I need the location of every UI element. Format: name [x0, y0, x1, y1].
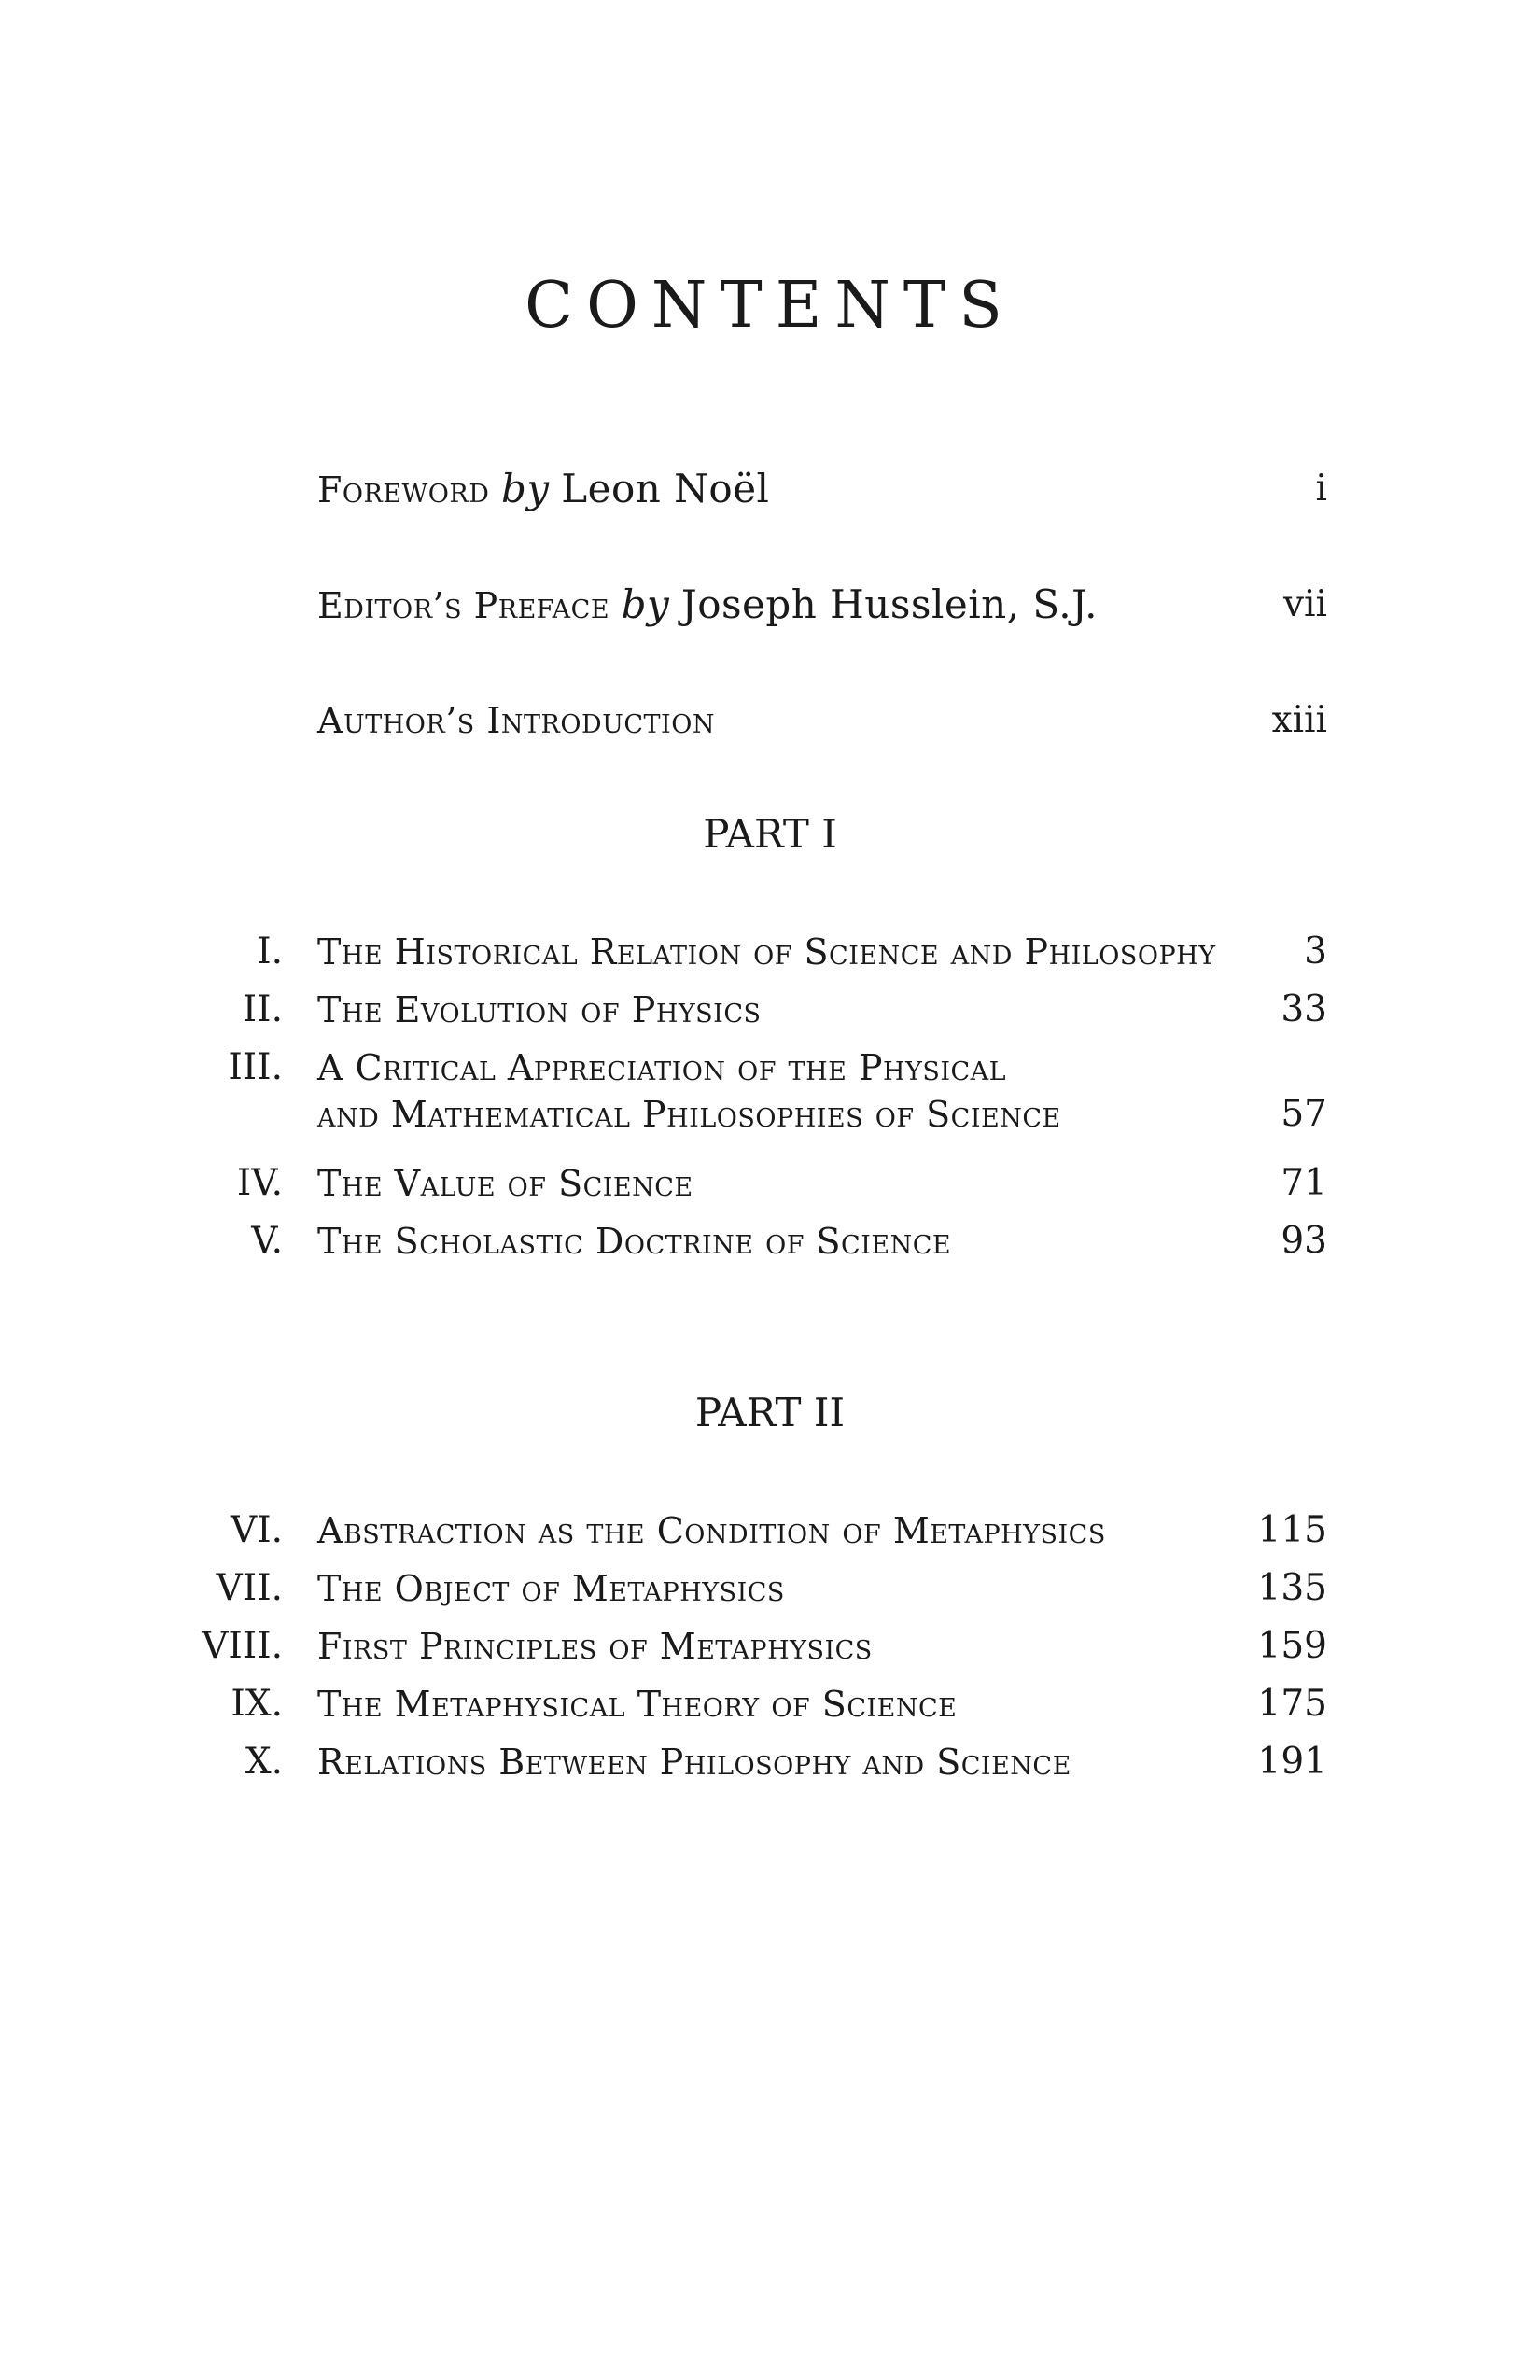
- toc-entry-chapter-continued: [0, 1092, 1540, 1148]
- chapter-title-line2: and Mathematical Philosophies of Science: [317, 1094, 1061, 1135]
- chapter-title: Relations Between Philosophy and Science: [317, 1742, 1071, 1783]
- chapter-number: II.: [242, 988, 283, 1030]
- entry-page: xiii: [1271, 699, 1327, 741]
- toc-entry-editors-preface: [0, 582, 1540, 638]
- entry-page: 33: [1281, 988, 1327, 1030]
- toc-entry-chapter: [0, 1566, 1540, 1622]
- toc-entry-chapter: [0, 1624, 1540, 1680]
- entry-author: Joseph Husslein, S.J.: [680, 581, 1098, 627]
- entry-page: 159: [1257, 1625, 1327, 1667]
- chapter-number: X.: [245, 1741, 283, 1783]
- toc-entry-chapter: [0, 930, 1540, 986]
- chapter-title: A Critical Appreciation of the Physical: [317, 1047, 1007, 1088]
- entry-label: Foreword: [317, 469, 490, 511]
- toc-entry-chapter: [0, 1508, 1540, 1564]
- toc-entry-text: [317, 467, 769, 512]
- chapter-number: IX.: [231, 1683, 283, 1725]
- entry-page: 57: [1281, 1093, 1327, 1135]
- toc-entry-chapter: [0, 1219, 1540, 1275]
- entry-page: 175: [1257, 1683, 1327, 1725]
- entry-page: i: [1315, 468, 1327, 510]
- entry-author: Leon Noël: [561, 466, 770, 511]
- part-heading: PART II: [694, 1390, 846, 1435]
- chapter-title: The Value of Science: [317, 1163, 693, 1204]
- entry-by: by: [501, 466, 550, 511]
- chapter-number: I.: [257, 931, 283, 973]
- toc-entry-chapter: [0, 1682, 1540, 1738]
- entry-page: 93: [1281, 1220, 1327, 1262]
- toc-entry-chapter: [0, 1740, 1540, 1796]
- chapter-number: VII.: [216, 1567, 283, 1609]
- part-heading: PART I: [703, 811, 837, 857]
- page-title: CONTENTS: [525, 269, 1015, 343]
- chapter-number: VIII.: [202, 1625, 283, 1667]
- toc-entry-chapter: [0, 1161, 1540, 1217]
- chapter-title: First Principles of Metaphysics: [317, 1626, 873, 1667]
- chapter-number: V.: [251, 1220, 283, 1262]
- toc-entry-text: [317, 582, 1098, 628]
- chapter-title: The Evolution of Physics: [317, 989, 762, 1030]
- chapter-title: The Metaphysical Theory of Science: [317, 1684, 958, 1725]
- entry-label: Author’s Introduction: [317, 700, 715, 741]
- entry-page: 3: [1304, 931, 1327, 973]
- entry-page: 191: [1257, 1741, 1327, 1783]
- chapter-number: IV.: [236, 1162, 283, 1204]
- chapter-number: III.: [228, 1046, 283, 1088]
- chapter-title: Abstraction as the Condition of Metaphysics: [317, 1510, 1106, 1551]
- entry-label: Editor’s Preface: [317, 585, 610, 626]
- toc-entry-text: [317, 698, 715, 743]
- chapter-title: The Historical Relation of Science and Philosophy: [317, 931, 1216, 973]
- toc-entry-foreword: [0, 467, 1540, 523]
- entry-page: 135: [1257, 1567, 1327, 1609]
- toc-entry-authors-introduction: [0, 698, 1540, 754]
- chapter-number: VI.: [231, 1509, 283, 1551]
- entry-page: vii: [1283, 583, 1327, 625]
- entry-by: by: [621, 581, 670, 627]
- entry-page: 115: [1257, 1509, 1327, 1551]
- toc-entry-chapter: [0, 987, 1540, 1043]
- entry-page: 71: [1281, 1162, 1327, 1204]
- chapter-title: The Scholastic Doctrine of Science: [317, 1221, 952, 1262]
- chapter-title: The Object of Metaphysics: [317, 1568, 785, 1609]
